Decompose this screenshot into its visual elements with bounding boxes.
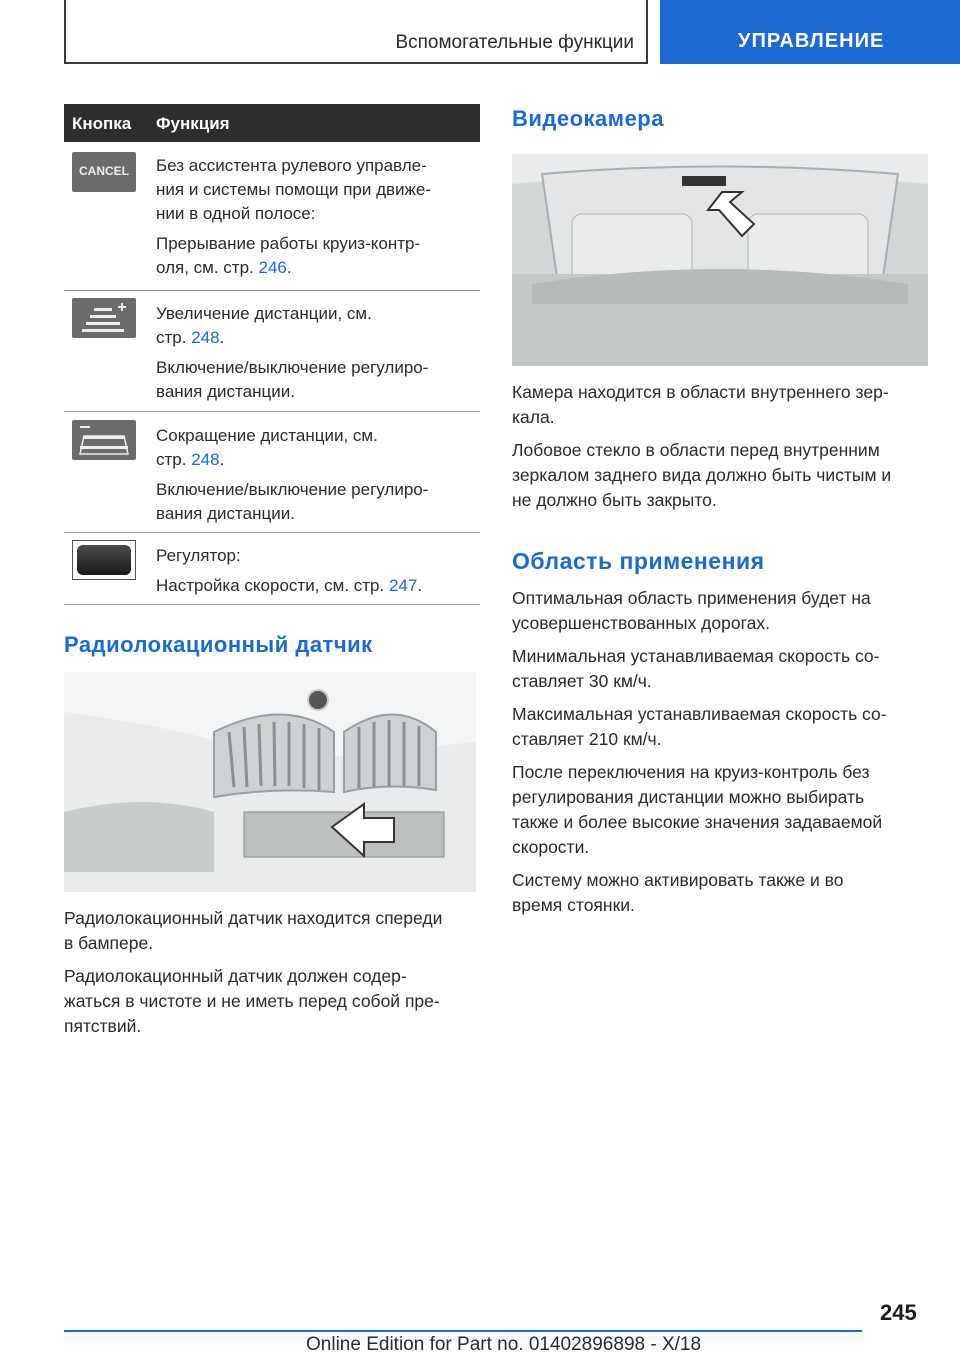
camera-text: Камера находится в области внутреннего зер- кала. Лобовое стекло в области перед внутренним зеркалом заднего вида должно быть чистым и не должно быть закрыто. (512, 382, 892, 510)
distance-increase-icon (72, 298, 136, 338)
page-number: 245 (880, 1300, 917, 1325)
distance-decrease-icon (72, 420, 136, 460)
table-row: Увеличение дистанции, см. стр. 248. Включение/выключение регулиро- вания дистанции. (156, 304, 429, 401)
col-header-function: Функция (156, 114, 230, 133)
scope-text: Оптимальная область применения будет на усовершенствованных дорогах. Минимальная устанавливаемая скорость со- ставляет 30 км/ч. Максимальная устанавливаемая скорость со- ставляет 210 км/ч. После переключения на круиз-контроль без регулирования дистанции можно выбирать также и более высокие значения задаваемой скорости. Систему можно активировать также и во время стоянки. (512, 588, 887, 915)
footer-edition: Online Edition for Part no. 01402896898 - X/18 (306, 1334, 702, 1355)
row1-line3: нии в одной полосе: (156, 204, 316, 223)
radar-text: Радиолокационный датчик находится спереди в бампере. Радиолокационный датчик должен содер- жаться в чистоте и не иметь перед собой пре- пятствий. (64, 908, 443, 1036)
header-section-title: Вспомогательные функции (395, 32, 634, 53)
radar-sensor-image (64, 672, 476, 892)
table-row: Сокращение дистанции, см. стр. 248. Включение/выключение регулиро- вания дистанции. (156, 426, 429, 523)
page-link-246[interactable]: 246 (258, 258, 287, 277)
table-row: Регулятор: Настройка скорости, см. стр. 247. (156, 546, 423, 595)
row-divider (64, 532, 480, 533)
col-header-button: Кнопка (72, 114, 132, 133)
table-row: Без ассистента рулевого управле- ния и системы помощи при движе- нии в одной полосе: Прерывание работы круиз-контр- оля, см. стр. 246. (156, 156, 432, 277)
camera-heading: Видеокамера (512, 106, 664, 131)
radar-heading: Радиолокационный датчик (64, 632, 373, 657)
scope-heading: Область применения (512, 548, 765, 574)
rocker-switch-icon (72, 540, 136, 580)
row-divider (64, 411, 480, 412)
table-header (64, 104, 480, 142)
row1-line2: ния и системы помощи при движе- (156, 180, 432, 199)
page-link-248[interactable]: 248 (191, 450, 220, 469)
row-divider (64, 290, 480, 291)
camera-image (512, 154, 928, 366)
row1-line5: оля, см. стр. (156, 258, 259, 277)
page-link-248[interactable]: 248 (191, 328, 220, 347)
header-section-box (64, 0, 648, 64)
header-tab-label: УПРАВЛЕНИЕ (738, 30, 885, 52)
header-tab-control[interactable] (660, 0, 960, 64)
row-divider (64, 604, 480, 605)
footer-divider (64, 1330, 862, 1332)
page-link-247[interactable]: 247 (388, 576, 418, 595)
cancel-button-icon: CANCEL (72, 152, 136, 192)
row1-line1: Без ассистента рулевого управле- (156, 156, 427, 175)
row1-line4: Прерывание работы круиз-контр- (156, 234, 421, 253)
